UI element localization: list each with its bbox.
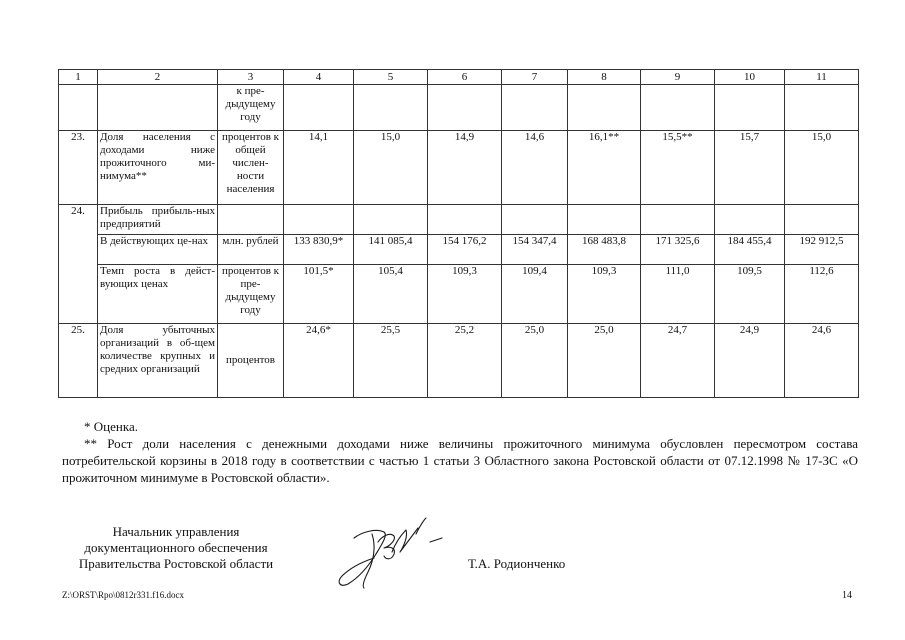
indicator-cell: Доля населения с доходами ниже прожиточного ми-нимума** bbox=[98, 131, 218, 205]
value-cell bbox=[428, 85, 502, 131]
value-cell bbox=[354, 205, 428, 235]
indicator-cell: Темп роста в дейст-вующих ценах bbox=[98, 265, 218, 324]
value-cell bbox=[568, 205, 641, 235]
value-cell: 14,9 bbox=[428, 131, 502, 205]
row-number: 25. bbox=[59, 324, 98, 398]
file-path: Z:\ORST\Rpo\0812r331.f16.docx bbox=[62, 590, 184, 600]
value-cell: 154 176,2 bbox=[428, 235, 502, 265]
value-cell: 168 483,8 bbox=[568, 235, 641, 265]
indicator-cell: Прибыль прибыль-ных предприятий bbox=[98, 205, 218, 235]
unit-cell: к пре- дыдущему году bbox=[218, 85, 284, 131]
footnotes bbox=[62, 418, 858, 486]
value-cell: 14,1 bbox=[284, 131, 354, 205]
unit-cell bbox=[218, 205, 284, 235]
value-cell: 101,5* bbox=[284, 265, 354, 324]
value-cell: 109,5 bbox=[715, 265, 785, 324]
value-cell: 154 347,4 bbox=[502, 235, 568, 265]
footnote-poverty-growth: ** Рост доли населения с денежными доходами ниже величины прожиточного минимума обусловлен пересмотром состава потребительской корзины в 2018 году в соответствии с частью 1 статьи 3 Областного закона Ростовской области от 07.12.1998 № 17-ЗС «О прожиточном минимуме в Ростовской области». bbox=[62, 436, 858, 485]
value-cell bbox=[428, 205, 502, 235]
col-header-9: 9 bbox=[641, 70, 715, 85]
table-row-23 bbox=[59, 131, 859, 205]
row-number: 23. bbox=[59, 131, 98, 205]
col-header-2: 2 bbox=[98, 70, 218, 85]
value-cell bbox=[641, 205, 715, 235]
col-header-1: 1 bbox=[59, 70, 98, 85]
value-cell: 109,3 bbox=[568, 265, 641, 324]
value-cell: 24,6* bbox=[284, 324, 354, 398]
value-cell bbox=[568, 85, 641, 131]
table-row-continuation bbox=[59, 85, 859, 131]
unit-cell: процентов bbox=[218, 324, 284, 398]
page-number: 14 bbox=[842, 590, 852, 601]
col-header-8: 8 bbox=[568, 70, 641, 85]
col-header-6: 6 bbox=[428, 70, 502, 85]
value-cell: 112,6 bbox=[785, 265, 859, 324]
value-cell: 109,3 bbox=[428, 265, 502, 324]
indicators-table bbox=[58, 69, 859, 398]
value-cell bbox=[354, 85, 428, 131]
value-cell: 111,0 bbox=[641, 265, 715, 324]
indicator-cell bbox=[98, 85, 218, 131]
value-cell: 141 085,4 bbox=[354, 235, 428, 265]
row-number: 24. bbox=[59, 205, 98, 324]
col-header-7: 7 bbox=[502, 70, 568, 85]
value-cell: 171 325,6 bbox=[641, 235, 715, 265]
value-cell: 105,4 bbox=[354, 265, 428, 324]
value-cell: 25,2 bbox=[428, 324, 502, 398]
value-cell: 24,7 bbox=[641, 324, 715, 398]
value-cell: 15,0 bbox=[785, 131, 859, 205]
value-cell bbox=[284, 205, 354, 235]
value-cell bbox=[641, 85, 715, 131]
table-row-25 bbox=[59, 324, 859, 398]
value-cell: 24,9 bbox=[715, 324, 785, 398]
value-cell: 15,0 bbox=[354, 131, 428, 205]
value-cell: 15,5** bbox=[641, 131, 715, 205]
value-cell bbox=[785, 85, 859, 131]
col-header-5: 5 bbox=[354, 70, 428, 85]
signatory-title-line: Правительства Ростовской области bbox=[78, 556, 274, 571]
indicator-cell: В действующих це-нах bbox=[98, 235, 218, 265]
row-number bbox=[59, 85, 98, 131]
unit-cell: процентов к пре-дыдущему году bbox=[218, 265, 284, 324]
table-row-24 bbox=[59, 205, 859, 235]
value-cell: 25,0 bbox=[502, 324, 568, 398]
value-cell bbox=[502, 205, 568, 235]
unit-cell: процентов к общей числен-ности населения bbox=[218, 131, 284, 205]
handwritten-signature bbox=[332, 512, 448, 592]
value-cell bbox=[715, 85, 785, 131]
value-cell bbox=[715, 205, 785, 235]
value-cell: 184 455,4 bbox=[715, 235, 785, 265]
value-cell: 24,6 bbox=[785, 324, 859, 398]
value-cell bbox=[284, 85, 354, 131]
col-header-10: 10 bbox=[715, 70, 785, 85]
signatory-title bbox=[62, 524, 290, 572]
value-cell: 25,5 bbox=[354, 324, 428, 398]
value-cell: 133 830,9* bbox=[284, 235, 354, 265]
indicator-cell: Доля убыточных организаций в об-щем количестве крупных и средних организаций bbox=[98, 324, 218, 398]
value-cell: 25,0 bbox=[568, 324, 641, 398]
value-cell: 15,7 bbox=[715, 131, 785, 205]
signatory-name: Т.А. Родионченко bbox=[468, 556, 566, 571]
table-row-24-growth-rate bbox=[59, 265, 859, 324]
value-cell: 192 912,5 bbox=[785, 235, 859, 265]
footnote-estimate: * Оценка. bbox=[84, 419, 138, 434]
unit-cell: млн. рублей bbox=[218, 235, 284, 265]
value-cell bbox=[785, 205, 859, 235]
signatory-title-line: документационного обеспечения bbox=[84, 540, 268, 555]
col-header-3: 3 bbox=[218, 70, 284, 85]
value-cell: 16,1** bbox=[568, 131, 641, 205]
value-cell bbox=[502, 85, 568, 131]
value-cell: 14,6 bbox=[502, 131, 568, 205]
column-number-row bbox=[59, 70, 859, 85]
value-cell: 109,4 bbox=[502, 265, 568, 324]
col-header-11: 11 bbox=[785, 70, 859, 85]
signatory-title-line: Начальник управления bbox=[112, 524, 240, 539]
col-header-4: 4 bbox=[284, 70, 354, 85]
table-row-24-current-prices bbox=[59, 235, 859, 265]
